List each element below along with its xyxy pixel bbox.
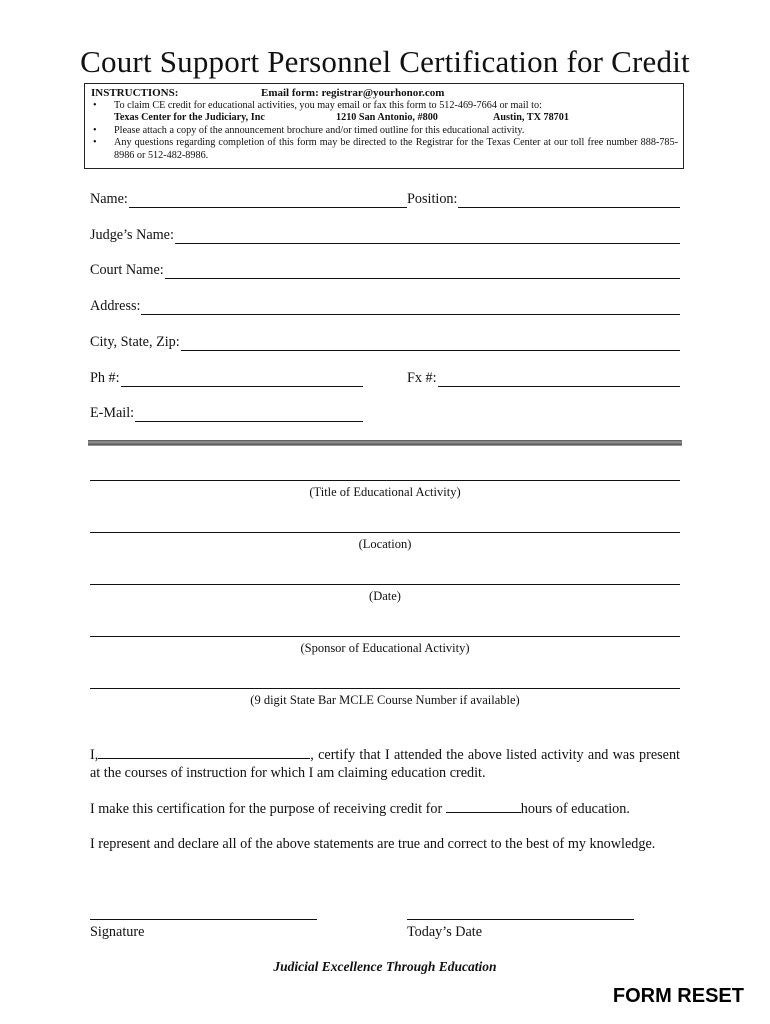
fax-field[interactable] bbox=[407, 370, 680, 387]
location-caption: (Location) bbox=[358, 537, 412, 551]
certify-prefix: I, bbox=[90, 747, 99, 763]
credit-hours-statement bbox=[90, 800, 680, 818]
phone-label: Ph #: bbox=[90, 370, 120, 386]
date-signed-label: Today’s Date bbox=[407, 924, 483, 940]
section-divider bbox=[88, 440, 682, 446]
instruction-text: Any questions regarding completion of this form may be directed to the Registrar for the Texas Center at our toll free number 888-785-8986 or 512-482-8986. bbox=[114, 137, 678, 161]
location-line[interactable] bbox=[90, 532, 680, 533]
bullet-icon: • bbox=[93, 99, 97, 111]
email-field[interactable] bbox=[90, 405, 363, 422]
bullet-icon: • bbox=[93, 124, 97, 136]
signature-line[interactable] bbox=[90, 919, 317, 920]
instructions-header bbox=[91, 87, 678, 100]
email-input-line[interactable] bbox=[135, 408, 363, 422]
judge-name-field[interactable] bbox=[90, 227, 680, 244]
address-input-line[interactable] bbox=[141, 301, 680, 315]
mailing-address bbox=[91, 112, 678, 125]
mcle-number-line[interactable] bbox=[90, 688, 680, 689]
judge-name-label: Judge’s Name: bbox=[90, 227, 174, 243]
position-label: Position: bbox=[407, 191, 458, 207]
form-reset-button[interactable]: FORM RESET bbox=[612, 985, 744, 1007]
city-state-zip-label: City, State, Zip: bbox=[90, 334, 180, 350]
court-name-field[interactable] bbox=[90, 262, 680, 279]
sponsor-line[interactable] bbox=[90, 636, 680, 637]
sponsor-caption: (Sponsor of Educational Activity) bbox=[300, 641, 470, 655]
date-signed-line[interactable] bbox=[407, 919, 634, 920]
phone-field[interactable] bbox=[90, 370, 363, 387]
form-title: Court Support Personnel Certification for Credit bbox=[80, 44, 690, 79]
fax-input-line[interactable] bbox=[438, 373, 680, 387]
instruction-item bbox=[91, 125, 678, 138]
court-name-label: Court Name: bbox=[90, 262, 164, 278]
instructions-heading: INSTRUCTIONS: bbox=[91, 87, 179, 99]
city-state-zip-input-line[interactable] bbox=[181, 337, 680, 351]
credit-text-pre: I make this certification for the purpose of receiving credit for bbox=[90, 801, 446, 817]
credit-text-post: hours of education. bbox=[520, 801, 630, 817]
address-city: Austin, TX 78701 bbox=[493, 112, 569, 124]
instruction-text: To claim CE credit for educational activities, you may email or fax this form to 512-469-7664 or mail to: bbox=[114, 99, 542, 111]
instructions-box bbox=[84, 83, 684, 169]
mcle-number-caption: (9 digit State Bar MCLE Course Number if available) bbox=[250, 693, 520, 707]
name-field[interactable] bbox=[90, 191, 407, 208]
address-street: 1210 San Antonio, #800 bbox=[336, 112, 438, 124]
signature-label: Signature bbox=[90, 924, 145, 940]
bullet-icon: • bbox=[93, 137, 97, 149]
instructions-email: Email form: registrar@yourhonor.com bbox=[261, 87, 445, 99]
email-label: E-Mail: bbox=[90, 405, 135, 421]
court-name-input-line[interactable] bbox=[165, 265, 680, 279]
name-input-line[interactable] bbox=[129, 194, 407, 208]
date-line[interactable] bbox=[90, 584, 680, 585]
instruction-item bbox=[91, 137, 678, 162]
city-state-zip-field[interactable] bbox=[90, 334, 680, 351]
motto: Judicial Excellence Through Education bbox=[273, 959, 497, 974]
certifier-name-blank[interactable] bbox=[98, 746, 310, 759]
fax-label: Fx #: bbox=[407, 370, 437, 386]
instruction-item bbox=[91, 100, 678, 113]
certification-statement bbox=[90, 746, 680, 782]
name-label: Name: bbox=[90, 191, 128, 207]
activity-title-caption: (Title of Educational Activity) bbox=[309, 485, 461, 499]
activity-title-line[interactable] bbox=[90, 480, 680, 481]
date-caption: (Date) bbox=[369, 589, 401, 603]
judge-name-input-line[interactable] bbox=[175, 230, 680, 244]
position-field[interactable] bbox=[407, 191, 680, 208]
phone-input-line[interactable] bbox=[121, 373, 363, 387]
declaration-statement: I represent and declare all of the above statements are true and correct to the best of my knowledge. bbox=[90, 836, 656, 852]
address-field[interactable] bbox=[90, 298, 680, 315]
position-input-line[interactable] bbox=[458, 194, 680, 208]
credit-hours-blank[interactable] bbox=[446, 800, 521, 813]
address-label: Address: bbox=[90, 298, 141, 314]
instruction-text: Please attach a copy of the announcement brochure and/or timed outline for this educational activity. bbox=[114, 124, 525, 136]
address-org: Texas Center for the Judiciary, Inc bbox=[114, 112, 265, 124]
certify-text: , certify that I attended the above listed activity and was present at the courses of instruction for which I am claiming education credit. bbox=[90, 747, 680, 781]
